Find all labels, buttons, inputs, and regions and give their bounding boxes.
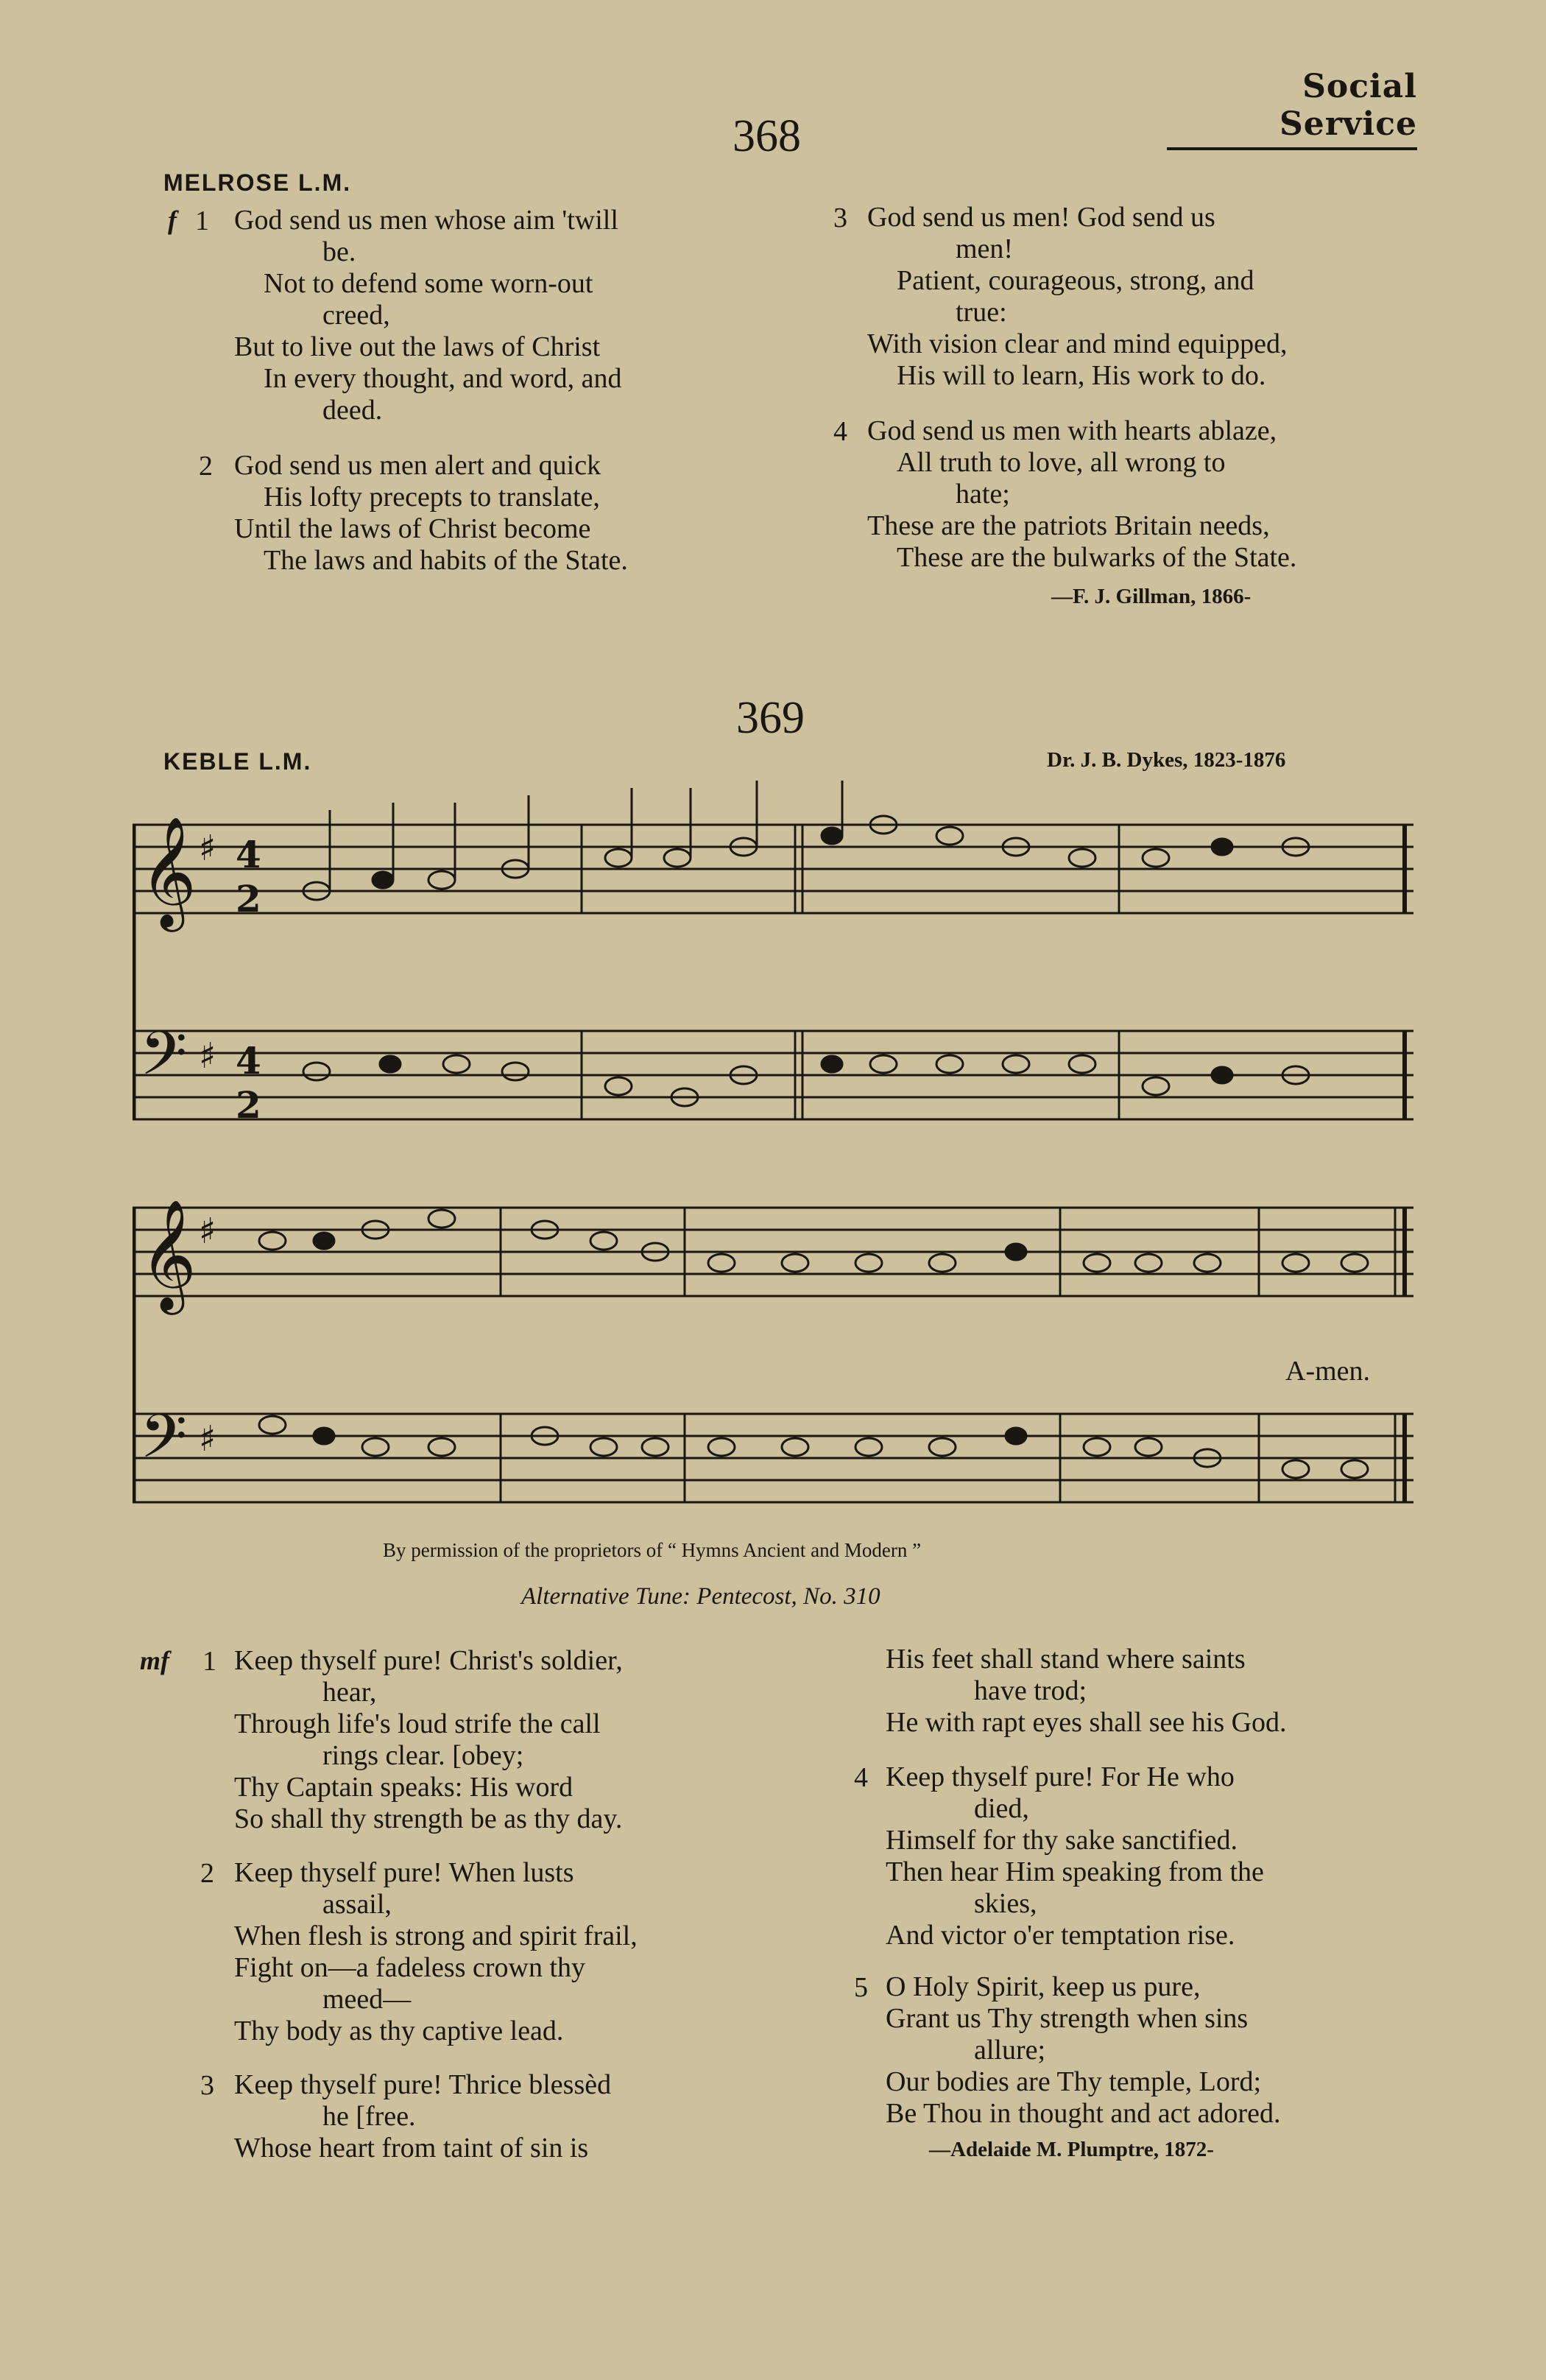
hymn-368-verse-4 bbox=[867, 415, 1296, 574]
hymn-369-composer: Dr. J. B. Dykes, 1823-1876 bbox=[1047, 748, 1286, 772]
hymn-369-verse-3-number: 3 bbox=[200, 2070, 214, 2101]
verse-line: Through life's loud strife the call bbox=[234, 1708, 601, 1739]
verse-line: When flesh is strong and spirit frail, bbox=[234, 1920, 638, 1951]
hymn-369-verse-3-continued bbox=[886, 1644, 1287, 1739]
verse-line: God send us men! God send us bbox=[867, 202, 1215, 233]
hymn-368-tune: MELROSE L.M. bbox=[163, 169, 352, 196]
hymn-368-verse-1 bbox=[234, 205, 622, 426]
permission-note: By permission of the proprietors of “ Hymns Ancient and Modern ” bbox=[383, 1539, 922, 1561]
verse-line: But to live out the laws of Christ bbox=[234, 331, 601, 362]
hymn-368-verse-2 bbox=[234, 450, 628, 577]
svg-text:𝄞: 𝄞 bbox=[140, 1198, 197, 1310]
hymn-369-verse-1 bbox=[234, 1645, 623, 1835]
verse-line: His will to learn, His work to do. bbox=[897, 360, 1266, 391]
verse-line: Grant us Thy strength when sins bbox=[886, 2003, 1249, 2034]
verse-line: died, bbox=[974, 1793, 1029, 1824]
verse-line: These are the bulwarks of the State. bbox=[897, 542, 1297, 573]
verse-line: He with rapt eyes shall see his God. bbox=[886, 1707, 1287, 1738]
alternative-tune: Alternative Tune: Pentecost, No. 310 bbox=[521, 1583, 880, 1610]
hymn-369-attribution: —Adelaide M. Plumptre, 1872- bbox=[929, 2138, 1214, 2161]
verse-line: men! bbox=[956, 233, 1014, 264]
verse-line: All truth to love, all wrong to bbox=[897, 447, 1226, 478]
hymn-369-verse-5 bbox=[886, 1971, 1280, 2130]
verse-line: God send us men alert and quick bbox=[234, 450, 601, 481]
verse-line: rings clear. [obey; bbox=[322, 1740, 524, 1771]
verse-line: Fight on—a fadeless crown thy bbox=[234, 1952, 586, 1983]
hymn-369-number: 369 bbox=[736, 693, 805, 743]
hymn-369-verse-2 bbox=[234, 1857, 638, 2047]
hymn-369-dynamic: mf bbox=[140, 1646, 169, 1675]
svg-text:♯: ♯ bbox=[199, 1418, 216, 1460]
svg-text:4: 4 bbox=[236, 1039, 261, 1082]
hymn-369-verse-5-number: 5 bbox=[854, 1972, 868, 2003]
verse-line: His feet shall stand where saints bbox=[886, 1644, 1246, 1675]
verse-line: God send us men with hearts ablaze, bbox=[867, 415, 1277, 446]
verse-line: he [free. bbox=[322, 2101, 416, 2132]
verse-line: have trod; bbox=[974, 1675, 1087, 1706]
verse-line: In every thought, and word, and bbox=[264, 363, 622, 394]
hymn-368-number: 368 bbox=[733, 111, 801, 161]
verse-line: These are the patriots Britain needs, bbox=[867, 510, 1270, 541]
music-score-system-2 bbox=[133, 1193, 1413, 1524]
verse-line: Then hear Him speaking from the bbox=[886, 1856, 1264, 1887]
verse-line: O Holy Spirit, keep us pure, bbox=[886, 1971, 1201, 2002]
verse-line: be. bbox=[322, 236, 356, 267]
amen-label: A-men. bbox=[1285, 1356, 1371, 1387]
hymn-368-verse-4-number: 4 bbox=[833, 416, 847, 447]
verse-line: hear, bbox=[322, 1677, 377, 1708]
verse-line: deed. bbox=[322, 395, 383, 426]
hymn-369-verse-3 bbox=[234, 2069, 611, 2164]
verse-line: creed, bbox=[322, 300, 390, 331]
hymn-368-verse-2-number: 2 bbox=[199, 451, 213, 482]
verse-line: With vision clear and mind equipped, bbox=[867, 328, 1288, 359]
verse-line: true: bbox=[956, 297, 1007, 328]
verse-line: skies, bbox=[974, 1888, 1037, 1919]
svg-text:♯: ♯ bbox=[199, 828, 216, 869]
verse-line: And victor o'er temptation rise. bbox=[886, 1920, 1235, 1951]
running-title: Social Service bbox=[1167, 68, 1417, 150]
hymn-369-verse-2-number: 2 bbox=[200, 1858, 214, 1889]
verse-line: Thy body as thy captive lead. bbox=[234, 2015, 564, 2046]
verse-line: Himself for thy sake sanctified. bbox=[886, 1825, 1238, 1856]
verse-line: Patient, courageous, strong, and bbox=[897, 265, 1254, 296]
hymn-368-verse-1-number: 1 bbox=[195, 205, 209, 236]
svg-text:𝄞: 𝄞 bbox=[140, 815, 197, 927]
hymn-368-attribution: —F. J. Gillman, 1866- bbox=[1051, 585, 1252, 608]
verse-line: Until the laws of Christ become bbox=[234, 513, 591, 544]
svg-text:2: 2 bbox=[236, 1083, 261, 1127]
verse-line: Whose heart from taint of sin is bbox=[234, 2133, 589, 2164]
svg-text:𝄢: 𝄢 bbox=[140, 1401, 188, 1487]
svg-text:𝄢: 𝄢 bbox=[140, 1018, 188, 1104]
verse-line: Keep thyself pure! For He who bbox=[886, 1761, 1235, 1792]
verse-line: Keep thyself pure! When lusts bbox=[234, 1857, 574, 1888]
verse-line: Our bodies are Thy temple, Lord; bbox=[886, 2066, 1262, 2097]
hymn-369-verse-4 bbox=[886, 1761, 1264, 1951]
hymn-369-verse-4-number: 4 bbox=[854, 1762, 868, 1793]
verse-line: Not to defend some worn-out bbox=[264, 268, 593, 299]
verse-line: hate; bbox=[956, 479, 1010, 510]
hymn-368-verse-3 bbox=[867, 202, 1287, 392]
hymn-368-dynamic: f bbox=[168, 205, 177, 235]
verse-line: Thy Captain speaks: His word bbox=[234, 1772, 573, 1803]
verse-line: God send us men whose aim 'twill bbox=[234, 205, 618, 236]
svg-text:♯: ♯ bbox=[199, 1035, 216, 1077]
verse-line: meed— bbox=[322, 1984, 412, 2015]
verse-line: So shall thy strength be as thy day. bbox=[234, 1803, 623, 1834]
svg-text:2: 2 bbox=[236, 877, 261, 920]
verse-line: Keep thyself pure! Christ's soldier, bbox=[234, 1645, 623, 1676]
verse-line: Be Thou in thought and act adored. bbox=[886, 2098, 1281, 2129]
svg-text:4: 4 bbox=[236, 833, 261, 876]
music-score-system-1 bbox=[133, 781, 1413, 1134]
verse-line: The laws and habits of the State. bbox=[264, 545, 628, 576]
verse-line: assail, bbox=[322, 1889, 392, 1920]
verse-line: allure; bbox=[974, 2035, 1046, 2066]
hymn-369-verse-1-number: 1 bbox=[202, 1646, 216, 1677]
verse-line: His lofty precepts to translate, bbox=[264, 482, 600, 513]
hymn-368-verse-3-number: 3 bbox=[833, 203, 847, 233]
hymn-369-tune: KEBLE L.M. bbox=[163, 748, 312, 775]
svg-text:♯: ♯ bbox=[199, 1211, 216, 1252]
verse-line: Keep thyself pure! Thrice blessèd bbox=[234, 2069, 612, 2100]
